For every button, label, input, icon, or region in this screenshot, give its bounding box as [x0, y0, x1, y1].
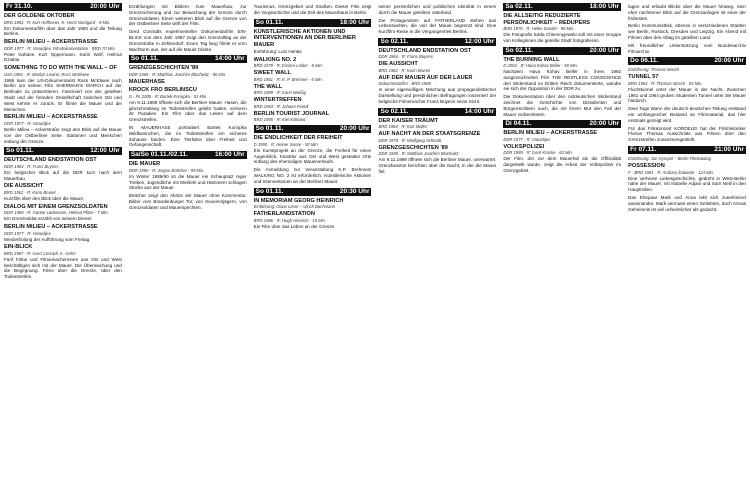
- program-entry: [378, 75, 496, 105]
- program-entry: [378, 145, 496, 175]
- film-meta: DDR 1977 · R: Vanadijev, Filmdokumentation · BRD 70 Min.: [4, 45, 116, 51]
- date-bar: [628, 146, 746, 154]
- film-description: Tourismus, Grenzgebiet und Straßen. Dieser Film zeigt die Vorgeschichte und die Zeit des Mauerbaus in Berlin.: [253, 4, 372, 15]
- film-description: Die Dokumentation über den ostdeutschen Widerstand zeichnet die Geschichte von Dissidenten und Bürgerrechtlern nach, die mit ihrem Mut den Fall der Mauer vorbereiteten.: [503, 94, 622, 117]
- film-title: DEUTSCHLAND ENDSTATION OST: [378, 47, 472, 54]
- date-label: So 01.11.: [255, 187, 284, 195]
- film-title: MAUERHASE: [128, 78, 165, 85]
- film-title: IN MEMORIAM GEORG HEINRICH: [253, 197, 344, 204]
- date-label: So 02.11.: [380, 107, 409, 115]
- time-label: 18:00 Uhr: [589, 3, 620, 10]
- film-description: IN MAUERHASE portraitiert Bartek Konopka Wildkaninchen, die im Todesstreifen ein sicheres Zuhause fanden. Eine Tierfabel über Freiheit und Gefangenschaft.: [128, 125, 247, 148]
- program-entry: [4, 13, 122, 37]
- film-meta: BRD 1984 · R: Kurt Müller: [378, 124, 428, 130]
- film-title: DIE MAUER: [128, 161, 161, 168]
- film-description: Zwei Tage Wann der deutsch-deutschen Teilung entstand ein umfangreicher Bestand an Filmmaterial, das hier erstmals gezeigt wird.: [628, 106, 746, 123]
- date-bar: [503, 120, 621, 128]
- date-bar: [254, 188, 372, 196]
- film-meta: Einführung: Jan Gympel – Berlin Filmkatalog: [628, 156, 711, 162]
- program-column: [4, 3, 122, 497]
- film-description: seiner persönlichen und politischen Identität in einem durch die Mauer geteilten Vaterland.: [378, 4, 497, 15]
- program-entry: [628, 74, 746, 104]
- film-title: WINTERTREFFEN: [253, 97, 302, 104]
- film-title: BERLIN TOURIST JOURNAL: [253, 110, 330, 117]
- date-bar: [4, 3, 122, 11]
- date-label: Do 06.11.: [630, 57, 659, 65]
- program-entry: [129, 65, 247, 77]
- film-description: Am 9.11.1989 öffnete sich die Berliner Mauer, unerwartet. Grenzbeamte berichten über die Nacht, in der die Mauer fiel.: [378, 157, 497, 174]
- film-title: SOMETHING TO DO WITH THE WALL – OF: [4, 65, 117, 72]
- film-meta: DDR 1985 · R: Gerd Kroske · 60 Min.: [503, 150, 573, 156]
- film-meta: DDR 1977 · R: Vanadijev: [4, 120, 51, 126]
- program-entry: [503, 13, 621, 44]
- film-description: Kurzfilm über den Blick über die Mauer.: [4, 195, 85, 201]
- film-meta: BRD 1985 · R: Kiel Kirkland: [253, 117, 306, 123]
- program-entry: [4, 183, 122, 201]
- film-meta: BRD 1987 · R: Gerd Conradt, K. Gehrt: [4, 250, 76, 256]
- film-description: Mit freundlicher Unterstützung vom Bundesarchiv Filmarchiv.: [628, 42, 746, 54]
- film-description: 1986 kam der US-Dokumentarist Ross McElwee nach Berlin um seinen Film SHERMAN'S MARCH auf der Berlinale zu präsentieren. Fasziniert von der geteilten Stadt und der fremden Gesellschaft zwischen Ost und West kehrte er zurück. Er filmte die Mauer und die Menschen.: [4, 77, 122, 112]
- film-meta: D 2002 · R: Hava Kohav Beller · 90 Min.: [503, 63, 579, 69]
- film-meta: DDR 1990 · R: Jürgen Böttcher · 99 Min.: [128, 167, 205, 173]
- film-title: DER GOLDENE OKTOBER: [4, 13, 75, 19]
- film-title: KÜNSTLERISCHE AKTIONEN UND INTERVENTIONEN AN DER BERLINER MAUER: [253, 28, 356, 48]
- film-description: Ein belgischer Blick auf die DDR kurz nach dem Mauerbau.: [4, 169, 122, 181]
- film-title: FATHERLANDSTATION: [253, 211, 315, 218]
- film-title: GRENZGESCHICHTEN '89: [128, 65, 199, 72]
- program-entry: [628, 195, 746, 212]
- time-label: 20:00 Uhr: [714, 57, 744, 65]
- film-meta: BRD 1986 · R: Hugh Heinrich · 15 Min.: [253, 217, 327, 223]
- date-label: So 01.11.: [6, 147, 34, 155]
- program-entry: [129, 193, 247, 210]
- film-description: Gerd Conradts experimenteller Dokumentarfilm EIN-BLICK von dem Jahr 1987 zeigt den Grenzalltag an der Grenzstraße in Zehlendorf. Einen Tag lang filmte er vom Wachturm aus, der auf die Mauer blickte.: [128, 29, 247, 52]
- film-title: AUF NACHT AN DER STAATSGRENZE: [378, 131, 481, 138]
- film-description: Die Protagonisten auf FATHERLAND stehen aus Lebenswelten, die von der Mauer begrenzt sind. Eine Kurzfilm-Reise in die Vergangenheit Berlins.: [378, 17, 497, 35]
- film-description: Peter Kahane, Kurt Oppermann, Karin Wolf, Helmut Dzialas.: [4, 51, 122, 63]
- film-meta: DDR 1989 · R: Günter Lüdemann, Helmut Pfitze · 7 Min.: [4, 210, 109, 216]
- film-meta: DDR 1977 · R: Vanadijev: [503, 136, 551, 142]
- program-entry: [503, 57, 621, 93]
- film-description: Eine verhexte Liebesgeschichte, gedreht in West-Berlin nahe der Mauer, mit Isabelle Adjani und Sam Neill in den Hauptrollen.: [628, 175, 746, 193]
- time-label: 16:00 Uhr: [215, 151, 245, 159]
- date-bar: [254, 19, 372, 27]
- date-label: Di 04.11.: [505, 120, 532, 128]
- film-description: Für das Filmkonzert KORDELEI hat der Filmhistoriker Florian Thomas Ausschnitte aus Filmen über den Grenzstreifen zusammengestellt.: [628, 125, 746, 143]
- film-description: Am 9.11.1989 öffnete sich die Berliner Mauer. Hasen, die jahrzehntelang im Todesstreifen gelebt hatten, verloren ihr Paradies. Ein Film über das Leben auf dem Grenzstreifen.: [128, 99, 247, 123]
- date-label: Fr 31.10.: [6, 3, 33, 10]
- film-meta: D · PL 2009 · R: Bartek Konopka · 51 Min.: [128, 93, 208, 99]
- program-entry: [254, 97, 372, 109]
- date-bar: [503, 3, 621, 11]
- film-description: Wiederholung der Aufführung vom Freitag.: [4, 236, 91, 242]
- film-title: THE BURNING WALL: [503, 56, 560, 63]
- date-bar: [4, 147, 122, 155]
- program-entry: [254, 70, 372, 82]
- film-description: Böttcher zeigt den Abriss der Mauer ohne Kommentar. Bilder vom Brandenburger Tor, von Souvenirjägern, von Grenzsoldaten und Mauerspechten.: [128, 193, 247, 210]
- film-meta: DDR 1977 · R: Vanadijev: [4, 230, 51, 236]
- film-meta: D 1990 · R: Heiner Sasse · 92 Min.: [253, 141, 319, 147]
- film-title: WALKING NO. 2: [253, 56, 297, 63]
- film-meta: BRD 1961 · R: K. P. Brehmer · 6 Min.: [253, 76, 323, 82]
- program-column: [628, 3, 746, 497]
- film-description: Ein Dokumentarfilm über das Jahr 1983 und die Teilung Berlins.: [4, 25, 122, 37]
- program-column: [378, 3, 496, 497]
- program-entry: [4, 244, 122, 280]
- program-entry: [254, 198, 372, 210]
- film-meta: DDR 1979 · R: Wolfgang Schmidt: [378, 137, 442, 143]
- film-meta: Einführung: Thomas Masch: [628, 67, 680, 73]
- film-title: SWEET WALL: [253, 70, 291, 77]
- program-entry: [4, 224, 122, 242]
- program-entry: [378, 61, 496, 73]
- time-label: 14:00 Uhr: [464, 107, 495, 115]
- film-description: Ein Film über das Leben an der Grenze.: [253, 223, 336, 229]
- program-entry: [254, 4, 372, 16]
- film-meta: F · BRD 1981 · R: Andrzej Żuławski · 124 Min.: [628, 169, 715, 175]
- film-description: Berlin Kommunisttisk, ebenso in verschiedenen Städten wie Berlin, Rostock, Dresden und Leipzig. Ein Abend mit Filmen über den Alltag im geteilten Land.: [628, 23, 746, 40]
- time-label: 20:00 Uhr: [589, 46, 620, 54]
- film-meta: BRD 1979 · R: Kirsten Leiber · 8 Min.: [253, 63, 324, 69]
- program-entry: [628, 126, 746, 143]
- program-entry: [129, 161, 247, 191]
- film-title: TUNNEL 57: [628, 74, 659, 81]
- time-label: 20:00 Uhr: [339, 125, 370, 133]
- film-title: BERLIN MILIEU – ACKERSTRASSE: [4, 114, 98, 121]
- program-entry: [503, 94, 621, 117]
- date-bar: [628, 57, 746, 65]
- film-meta: DDR 1989 · R: Matthias Joachim Blochwitz · 90 Min.: [128, 71, 227, 77]
- film-meta: BRD 1989 · R: Karin Weißig: [253, 90, 306, 96]
- program-entry: [129, 29, 247, 52]
- film-title: DEUTSCHLAND ENDSTATION OST: [4, 157, 97, 164]
- program-entry: [254, 167, 372, 184]
- date-bar: [129, 151, 247, 159]
- film-description: Einführung: Lutz Henke: [253, 49, 302, 55]
- program-entry: [4, 204, 122, 222]
- date-label: So 02.11.: [505, 46, 534, 54]
- program-entry: [628, 106, 746, 123]
- program-entry: [628, 156, 746, 161]
- film-description: Im Winter 1989/90 ist die Mauer ein Schauplatz reger Treiben, Jugendliche mit Meißeln und Hämmern schlagen Stücke aus der Mauer.: [128, 173, 247, 191]
- time-label: 12:00 Uhr: [90, 147, 120, 155]
- date-label: So 02.11.: [380, 37, 409, 45]
- film-title: DIE AUSSICHT: [378, 61, 418, 68]
- film-title: VOLKSPOLIZEI: [503, 143, 545, 150]
- time-label: 20:00 Uhr: [589, 120, 620, 128]
- time-label: 20:00 Uhr: [90, 3, 120, 10]
- date-bar: [378, 108, 496, 116]
- date-bar: [254, 125, 372, 133]
- date-bar: [503, 47, 621, 55]
- film-description: Ein Kunstprojekt an der Grenze, die Freiheit für einen Augenblick, Künstler aus Ost und West gestalten Orte entlang des ehemaligen Mauerverlaufs.: [253, 147, 372, 165]
- film-description: Das Ehepaar Mark und Anna lebt sich zunehmend auseinander. Mark vermutet einen Geliebten, doch Annas Geheimnis ist viel unheimlicher als gedacht.: [628, 194, 746, 212]
- time-label: 20:30 Uhr: [339, 187, 370, 195]
- program-column: [254, 3, 372, 497]
- program-entry: [254, 111, 372, 123]
- program-entry: [254, 84, 372, 96]
- film-meta: DDR 1964 · R: Frans Buyens: [378, 54, 433, 60]
- program-entry: [254, 135, 372, 165]
- film-meta: Einführung: Claus Löser – Ulrich Bachmann: [253, 204, 336, 210]
- program-entry: [129, 4, 247, 27]
- film-description: Die Fotografin Edda Chiemnyjewski soll mit einer Gruppe von Kolleginnen die geteilte Stadt fotografieren.: [503, 32, 622, 43]
- program-entry: [503, 144, 621, 156]
- film-meta: Dokumentarfilm · BRD 1989: [378, 81, 431, 87]
- program-entry: [254, 57, 372, 69]
- time-label: 12:00 Uhr: [464, 37, 495, 45]
- film-description: Ein Grenzsoldat erzählt von seinem Dienst.: [4, 216, 93, 222]
- film-meta: BRD 1983 · R: Kurt Hoffmeier, K. Horst Nordgard · 9 Min.: [4, 19, 111, 25]
- film-description: Der Film, der vor dem Mauerfall als die Offizialität dargestellt wurde, zeigt die Arbeit der Volkspolizei im Grenzgebiet.: [503, 156, 622, 174]
- film-meta: USA 1991 · R: Marilyn Levine, Ross McElwee: [4, 71, 90, 77]
- film-title: DIE ENDLICHKEIT DER FREIHEIT: [253, 135, 343, 142]
- program-entry: [628, 4, 746, 21]
- date-label: Sa/So 01.11./02.11.: [130, 151, 188, 159]
- program-entry: [129, 79, 247, 86]
- film-meta: BRD 1962 · R: Karin Brunel: [4, 189, 56, 195]
- program-column: [129, 3, 247, 497]
- film-description: Fünf Filme und Filmemacherinnen aus Ost und West beschäftigen sich mit der Mauer. Die Überwachung und die Begegnung. Filme über die Grenze, über den Todesstreifen.: [4, 256, 122, 280]
- film-description: Erzählungen mit Bildern zum Mauerbau, zur Grenzsicherung und zur Bewachung der Grenze durch Grenzsoldaten. Einen weiteren Blick auf die Grenze von der Ostberliner Seite wirft der Film.: [128, 4, 247, 27]
- date-bar: [378, 38, 496, 46]
- program-entry: [254, 211, 372, 229]
- film-title: BERLIN MILIEU – ACKERSTRASSE: [4, 224, 98, 231]
- film-description: Berlin Milieu – Ackerstraße zeigt den Blick auf die Mauer von der Ostberliner Seite. Stationen und Menschen entlang der Grenze.: [4, 126, 122, 144]
- film-meta: BRD 1962 · R: Karin Brunel: [378, 67, 430, 73]
- program-entry: [628, 67, 746, 72]
- program-entry: [628, 163, 746, 193]
- film-description: In einer eigenwilligen Mischung aus propagandistischer Darstellung und persönlichen Befragungen inszeniert der belgische Filmemacher Frans Buyens seine Sicht.: [378, 87, 497, 105]
- date-label: So 01.11.: [255, 18, 284, 26]
- film-title: DIE AUSSICHT: [4, 183, 44, 190]
- program-entry: [254, 29, 372, 55]
- film-title: EIN-BLICK: [4, 244, 33, 251]
- program-entry: [503, 130, 621, 142]
- film-meta: BRD 1978 · R: Helke Sander · 98 Min.: [503, 26, 575, 31]
- program-entry: [129, 87, 247, 123]
- program-entry: [378, 4, 496, 16]
- film-title: DIE ALLSEITIG REDUZIERTE PERSÖNLICHKEIT – REDUPERS: [503, 13, 591, 26]
- film-meta: BRD 1964 · R: Thomas Masch · 93 Min.: [628, 80, 703, 86]
- program-entry: [378, 48, 496, 60]
- film-description: Nachdem Hava Kohav Beller in ihren 1992 ausgezeichneten Film THE RESTLESS CONSCIENCE den Widerstand im Dritten Reich dokumentierte, wandte sie sich der Opposition in der DDR zu.: [503, 69, 622, 92]
- time-label: 18:00 Uhr: [339, 18, 370, 26]
- date-label: Sa 02.11.: [505, 3, 533, 10]
- time-label: 14:00 Uhr: [215, 55, 245, 63]
- program-entry: [129, 125, 247, 148]
- film-title: AUF DER MAUER AUF DER LAUER: [378, 74, 473, 81]
- film-description: lagen und erlaubt Blicke über die Mauer hinweg. Sein eher nüchterner Blick auf die Grenzanlagen ist einer der frühesten.: [628, 4, 746, 21]
- film-title: KROCK FRO BERLINSCU: [128, 87, 197, 94]
- film-title: BERLIN MILIEU – ACKERSTRASSE: [4, 39, 98, 46]
- program-entry: [503, 156, 621, 173]
- date-bar: [129, 55, 247, 63]
- film-title: GRENZGESCHICHTEN '89: [378, 144, 448, 151]
- film-title: DIALOG MIT EINEM GRENZSOLDATEN: [4, 203, 108, 210]
- time-label: 21:00 Uhr: [714, 146, 744, 154]
- program-entry: [378, 18, 496, 35]
- film-meta: DDR 1989 · R: Matthias Joachim Blochwitz: [378, 151, 459, 157]
- program-entry: [4, 114, 122, 144]
- film-description: Fluchttunnel unter der Mauer in der Nacht. Zwischen 1961 und 1964 gruben Studenten Tunnel unter der Mauer hindurch.: [628, 86, 746, 104]
- date-label: So 01.11.: [130, 55, 159, 63]
- program-entry: [628, 43, 746, 55]
- film-meta: DDR 1964 · R: Frans Buyens: [4, 163, 59, 169]
- film-title: THE WALL: [253, 83, 283, 90]
- date-label: So 01.11.: [255, 125, 284, 133]
- film-meta: BRD 1984 · R: Johann Feindt: [253, 103, 309, 109]
- film-description: Die Anmeldung zur Veranstaltung K.P. Brehmers WALKING NO. 2 ist erforderlich. Künstlerische Aktionen und Interventionen an der Berliner Mauer.: [253, 167, 372, 184]
- date-label: Fr 07.11.: [630, 146, 657, 154]
- program-entry: [628, 23, 746, 40]
- program-entry: [4, 65, 122, 112]
- program-entry: [378, 118, 496, 130]
- program-column: [503, 3, 621, 497]
- program-entry: [4, 157, 122, 181]
- film-title: POSSESSION: [628, 163, 665, 170]
- program-entry: [378, 131, 496, 143]
- film-title: BERLIN MILIEU – ACKERSTRASSE: [503, 130, 597, 137]
- program-entry: [4, 39, 122, 63]
- film-title: DER KAISER TRÄUMT: [378, 117, 439, 124]
